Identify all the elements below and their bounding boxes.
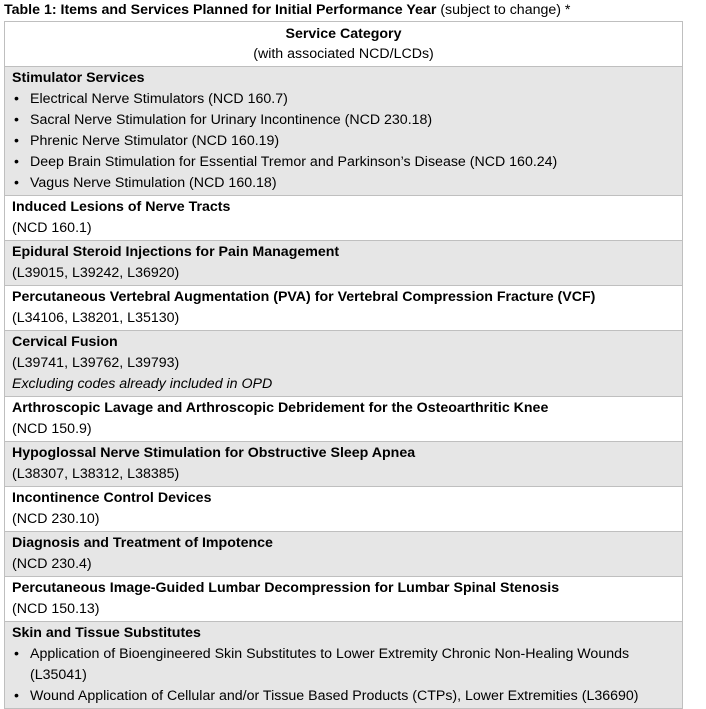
row-title: Induced Lesions of Nerve Tracts — [12, 199, 231, 215]
bullet-icon: • — [14, 688, 19, 704]
list-item — [12, 152, 675, 173]
table-header — [5, 22, 682, 67]
row-title: Incontinence Control Devices — [12, 490, 212, 506]
table-row — [5, 67, 682, 196]
list-item — [12, 644, 675, 686]
list-item-text: Phrenic Nerve Stimulator (NCD 160.19) — [30, 133, 280, 149]
row-codes: (L39741, L39762, L39793) — [12, 355, 180, 371]
header-subtitle: (with associated NCD/LCDs) — [253, 46, 434, 62]
list-item — [12, 131, 675, 152]
bullet-list — [12, 89, 675, 194]
table-row — [5, 241, 682, 286]
table-row — [5, 622, 682, 708]
row-note: Excluding codes already included in OPD — [12, 376, 273, 392]
row-codes: (L34106, L38201, L35130) — [12, 310, 180, 326]
table-row — [5, 397, 682, 442]
row-title: Percutaneous Image-Guided Lumbar Decompression for Lumbar Spinal Stenosis — [12, 580, 560, 596]
list-item-text: Application of Bioengineered Skin Substitutes to Lower Extremity Chronic Non-Healing Wounds (L35041) — [30, 646, 630, 683]
bullet-icon: • — [14, 646, 19, 662]
list-item — [12, 686, 675, 707]
table-row — [5, 577, 682, 622]
row-codes: (L38307, L38312, L38385) — [12, 466, 180, 482]
row-title: Diagnosis and Treatment of Impotence — [12, 535, 273, 551]
row-title: Skin and Tissue Substitutes — [12, 625, 201, 641]
list-item-text: Electrical Nerve Stimulators (NCD 160.7) — [30, 91, 288, 107]
table-row — [5, 532, 682, 577]
row-title: Epidural Steroid Injections for Pain Management — [12, 244, 340, 260]
table-row — [5, 331, 682, 397]
row-codes: (L39015, L39242, L36920) — [12, 265, 180, 281]
list-item-text: Sacral Nerve Stimulation for Urinary Incontinence (NCD 230.18) — [30, 112, 433, 128]
row-codes: (NCD 160.1) — [12, 220, 92, 236]
list-item — [12, 89, 675, 110]
bullet-icon: • — [14, 133, 19, 149]
row-title: Percutaneous Vertebral Augmentation (PVA) for Vertebral Compression Fracture (VCF) — [12, 289, 596, 305]
bullet-icon: • — [14, 175, 19, 191]
list-item-text: Wound Application of Cellular and/or Tissue Based Products (CTPs), Lower Extremities (L36690) — [30, 688, 639, 704]
table-row — [5, 286, 682, 331]
table-row — [5, 442, 682, 487]
row-codes: (NCD 150.9) — [12, 421, 92, 437]
table-caption-note: (subject to change) * — [436, 2, 571, 18]
services-table — [4, 21, 683, 709]
list-item — [12, 173, 675, 194]
row-title: Stimulator Services — [12, 70, 145, 86]
list-item-text: Deep Brain Stimulation for Essential Tremor and Parkinson’s Disease (NCD 160.24) — [30, 154, 558, 170]
row-codes: (NCD 150.13) — [12, 601, 100, 617]
bullet-list — [12, 644, 675, 707]
table-caption — [4, 0, 704, 20]
bullet-icon: • — [14, 91, 19, 107]
row-codes: (NCD 230.4) — [12, 556, 92, 572]
row-title: Cervical Fusion — [12, 334, 118, 350]
bullet-icon: • — [14, 154, 19, 170]
table-row — [5, 196, 682, 241]
row-codes: (NCD 230.10) — [12, 511, 100, 527]
row-title: Arthroscopic Lavage and Arthroscopic Debridement for the Osteoarthritic Knee — [12, 400, 549, 416]
table-caption-title: Table 1: Items and Services Planned for Initial Performance Year — [4, 2, 437, 18]
list-item-text: Vagus Nerve Stimulation (NCD 160.18) — [30, 175, 277, 191]
table-row — [5, 487, 682, 532]
header-title: Service Category — [285, 26, 402, 42]
list-item — [12, 110, 675, 131]
bullet-icon: • — [14, 112, 19, 128]
row-title: Hypoglossal Nerve Stimulation for Obstructive Sleep Apnea — [12, 445, 416, 461]
